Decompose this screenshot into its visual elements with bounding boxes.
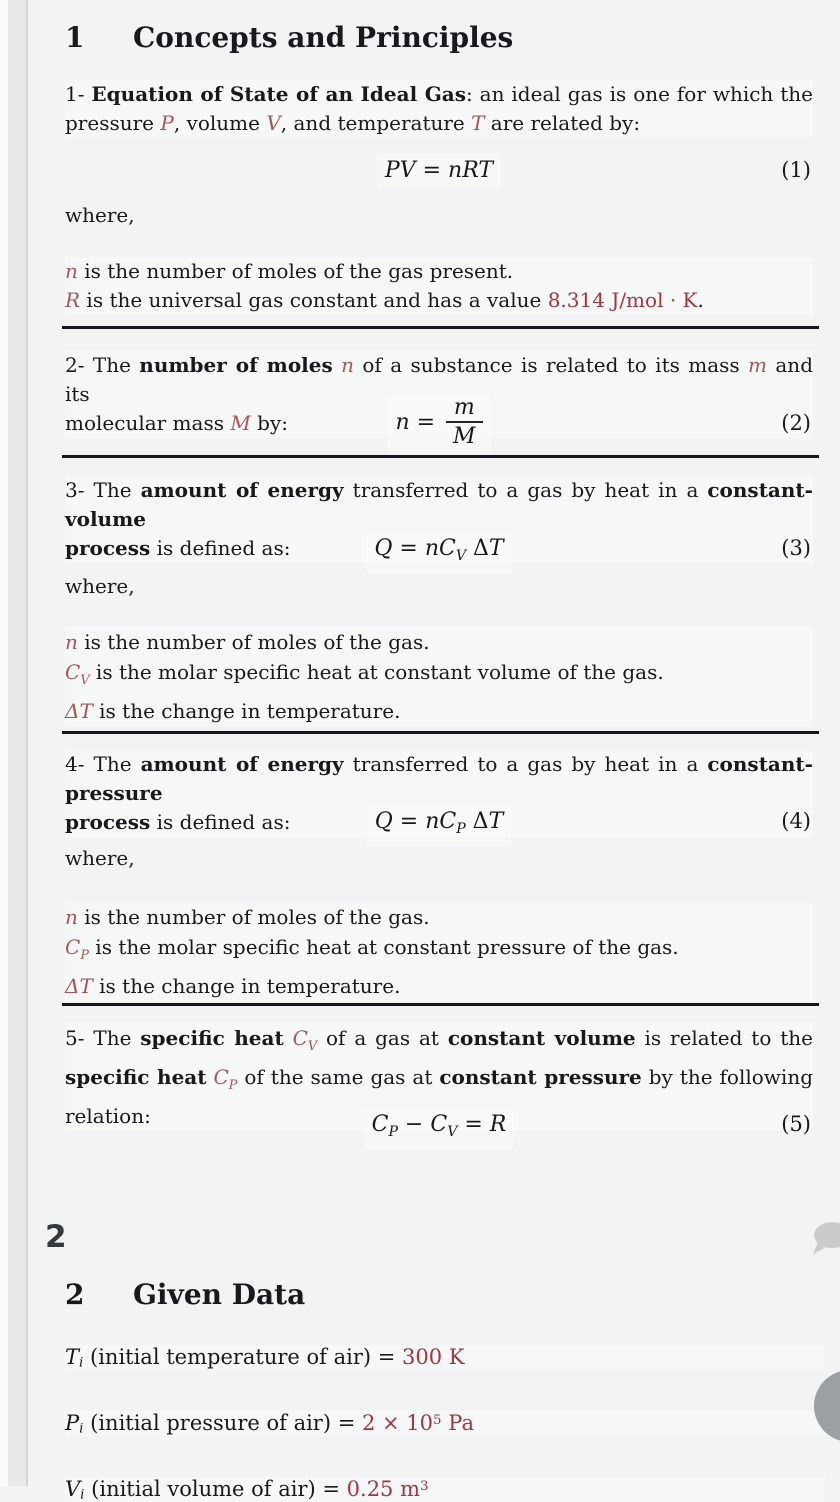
item-1-definitions: n is the number of moles of the gas present. R is the universal gas constant and has a value 8.314 J/mol · K. [65,257,813,315]
item-2-paragraph: 2- The number of moles n of a substance is related to its mass m and its molecular mass M by: [65,351,813,438]
item-3-where-label: where, [65,574,135,598]
item-1-paragraph: 1- Equation of State of an Ideal Gas: an ideal gas is one for which the pressure P, volume V, and temperature T are related by: [65,80,813,138]
section-2-title: Given Data [133,1278,306,1311]
comment-bubble-icon[interactable] [810,1220,840,1262]
section-divider [62,731,819,734]
given-data-initial-pressure: Pi (initial pressure of $air) = 2 \times 10^5$ Pa [65,1411,825,1436]
equation-2 [65,394,813,452]
equation-1-math: PV = nRT [377,154,501,188]
section-divider [62,455,819,458]
floating-circle-button[interactable] [812,1368,840,1444]
equation-4 [65,805,813,837]
given-data-initial-temperature: Ti (initial temperature of air) = 300 K [65,1345,825,1370]
item-4-where-label: where, [65,846,135,870]
page-left-edge [0,0,8,1486]
given-data-initial-volume: Vi (initial volume of air) = 0.25 $m^3$ [65,1477,825,1502]
section-2-number: 2 [65,1278,85,1311]
page-section-marker: 2 [45,1219,67,1255]
item-1-where-label: where, [65,203,135,227]
item-5-paragraph: 5- The specific heat $C_V$ of a gas at constant volume is related to the specific heat $C_P$ of the same gas at constant pressure by the following relation: [65,1023,813,1131]
equation-4-math: $Q = nC_P$ ΔT [367,805,512,846]
equation-2-math: n = $\frac{m}{M}$ [387,395,490,451]
equation-3-number: (3) [781,536,811,560]
equation-5 [65,1108,813,1140]
equation-3-math: $Q = nC_V$ ΔT [366,532,511,573]
equation-5-number: (5) [781,1112,811,1136]
item-3-definitions: n is the number of moles of the gas. $C_V$ is the molar specific heat at constant volume of the gas. ΔT is the change in temperature. [65,627,813,726]
section-2-heading [65,1278,305,1312]
item-4-paragraph: 4- The amount of energy transferred to a gas by heat in a constant-pressure process is defined as: [65,750,813,837]
item-3-paragraph: 3- The amount of energy transferred to a gas by heat in a constant-volume process is defined as: [65,476,813,563]
equation-4-number: (4) [781,809,811,833]
equation-5-math: $C_P - C_V = R$ [364,1108,515,1149]
scrollbar-track[interactable] [8,0,28,1486]
equation-3 [65,532,813,564]
section-divider [62,326,819,329]
item-4-definitions: n is the number of moles of the gas. $C_P$ is the molar specific heat at constant pressure of the gas. ΔT is the change in temperature. [65,902,813,1001]
section-1-title: Concepts and Principles [133,21,514,54]
equation-2-number: (2) [781,411,811,435]
section-1-heading [65,21,513,55]
equation-1 [65,154,813,186]
document-content [30,0,840,1502]
section-1-number: 1 [65,21,85,54]
section-divider [62,1003,819,1006]
equation-1-number: (1) [781,158,811,182]
